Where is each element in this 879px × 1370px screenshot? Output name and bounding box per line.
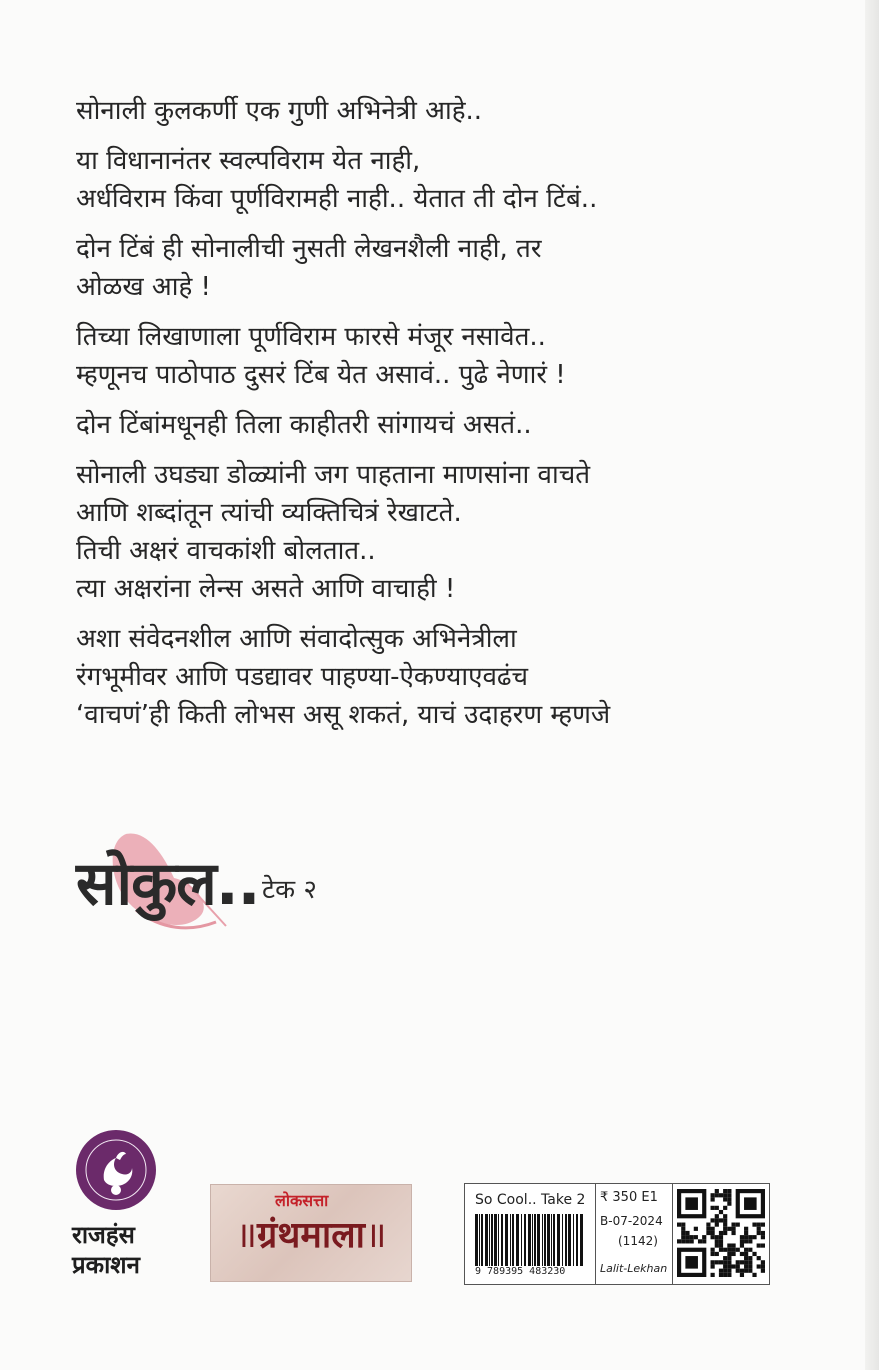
blurb-line: म्हणूनच पाठोपाठ दुसरं टिंब येत असावं.. पुढे नेणारं ! <box>76 360 566 390</box>
blurb-line: ‘वाचणं’ही किती लोभस असू शकतं, याचं उदाहरण म्हणजे <box>76 700 611 730</box>
sticker-info-panel <box>596 1184 673 1284</box>
publisher-name-line2: प्रकाशन <box>72 1251 140 1279</box>
publisher-logo <box>74 1128 158 1212</box>
print-code: B-07-2024 <box>600 1214 663 1228</box>
blurb-line: तिची अक्षरं वाचकांशी बोलतात.. <box>76 536 376 566</box>
category: Lalit-Lekhan <box>600 1262 668 1275</box>
blurb-paragraph <box>76 142 796 218</box>
qr-code-icon <box>677 1189 765 1279</box>
blurb-line: ओळख आहे ! <box>76 272 211 302</box>
series-logo <box>210 1184 412 1282</box>
series-name: ग्रंथमाला <box>257 1215 365 1256</box>
catalog-number: (1142) <box>618 1234 658 1248</box>
blurb-text <box>76 92 796 746</box>
blurb-paragraph <box>76 318 796 394</box>
blurb-paragraph <box>76 456 796 608</box>
blurb-line: अर्धविराम किंवा पूर्णविरामही नाही.. येतात ती दोन टिंबं.. <box>76 184 598 214</box>
blurb-line: आणि शब्दांतून त्यांची व्यक्तिचित्रं रेखाटते. <box>76 498 462 528</box>
blurb-line: तिच्या लिखाणाला पूर्णविराम फारसे मंजूर नसावेत.. <box>76 322 546 352</box>
blurb-line: रंगभूमीवर आणि पडद्यावर पाहण्या-ऐकण्याएवढंच <box>76 662 529 692</box>
blurb-line: या विधानानंतर स्वल्पविराम येत नाही, <box>76 146 421 176</box>
title-subtitle: टेक २ <box>262 875 317 905</box>
page-edge <box>865 0 879 1370</box>
blurb-line: दोन टिंबं ही सोनालीची नुसती लेखनशैली नाही, तर <box>76 234 542 264</box>
blurb-line: अशा संवेदनशील आणि संवादोत्सुक अभिनेत्रीला <box>76 624 517 654</box>
blurb-line: सोनाली कुलकर्णी एक गुणी अभिनेत्री आहे.. <box>76 96 483 126</box>
blurb-paragraph <box>76 620 796 734</box>
blurb-paragraph <box>76 230 796 306</box>
price: ₹ 350 E1 <box>600 1190 658 1205</box>
blurb-paragraph <box>76 92 796 130</box>
title-main: सोकुल.. <box>76 849 260 919</box>
sticker-title: So Cool.. Take 2 <box>475 1192 586 1208</box>
series-top-label: लोकसत्ता <box>275 1191 329 1210</box>
book-title <box>66 822 386 952</box>
blurb-line: दोन टिंबांमधूनही तिला काहीतरी सांगायचं असतं.. <box>76 410 532 440</box>
publisher-name-line1: राजहंस <box>72 1221 135 1249</box>
series-main-label: ॥ग्रंथमाला॥ <box>235 1215 387 1256</box>
swan-logo-icon <box>74 1128 158 1212</box>
sticker-barcode-panel <box>465 1184 596 1284</box>
price-sticker <box>464 1183 770 1285</box>
blurb-line: त्या अक्षरांना लेन्स असते आणि वाचाही ! <box>76 574 456 604</box>
isbn-number: 9 789395 483230 <box>475 1266 566 1277</box>
publisher-name <box>72 1220 140 1280</box>
blurb-line: सोनाली उघड्या डोळ्यांनी जग पाहताना माणसांना वाचते <box>76 460 591 490</box>
blurb-paragraph <box>76 406 796 444</box>
barcode-icon <box>475 1214 587 1266</box>
